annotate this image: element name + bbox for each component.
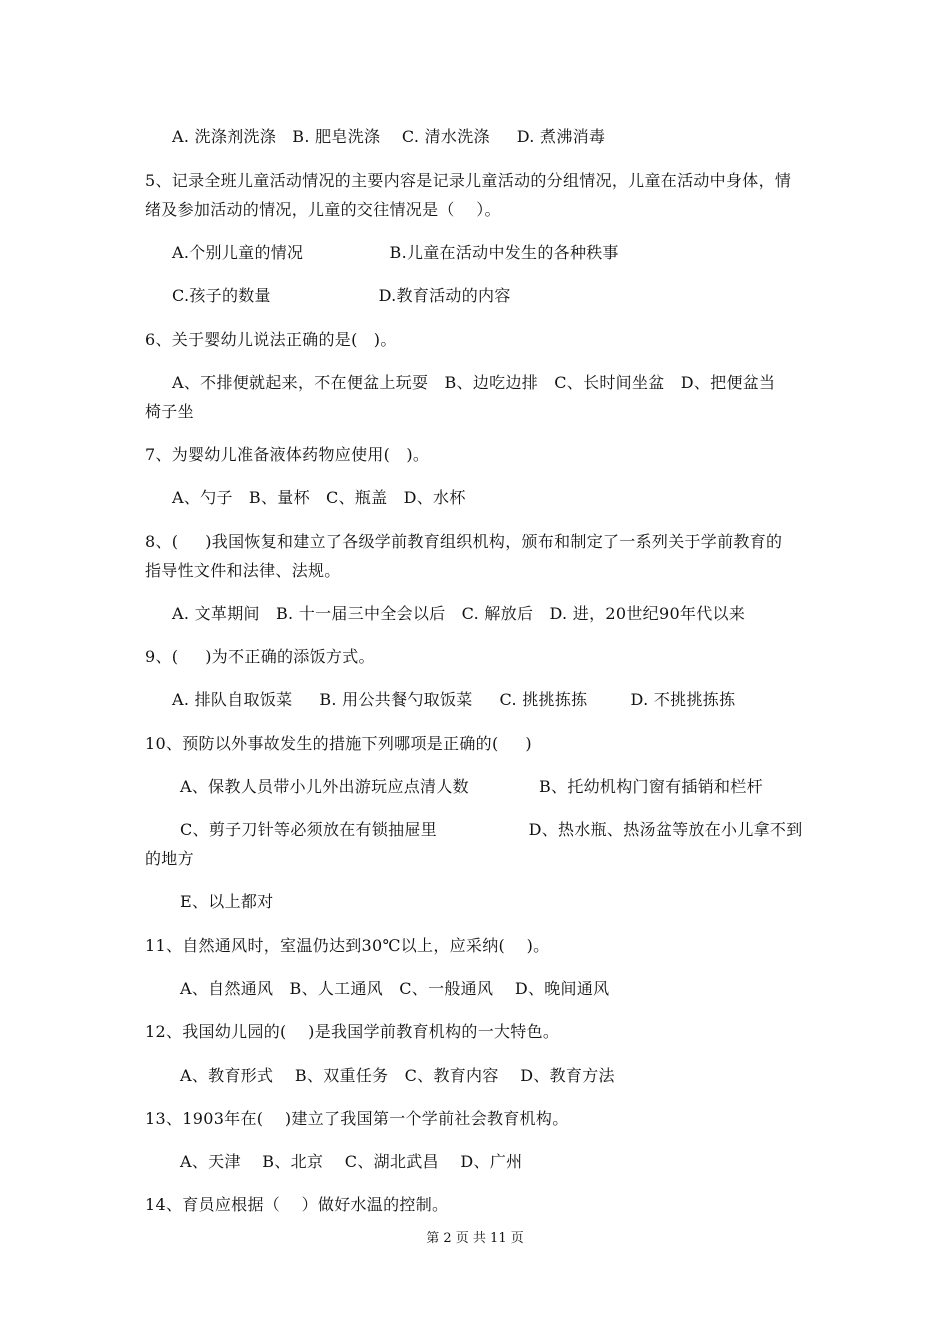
q10-options-cd-line-1: C、剪子刀针等必须放在有锁抽屉里 D、热水瓶、热汤盆等放在小儿拿不到 <box>180 820 803 839</box>
q9-options: A. 排队自取饭菜 B. 用公共餐勺取饭菜 C. 挑挑拣拣 D. 不挑挑拣拣 <box>172 690 736 709</box>
q8-stem-line-2: 指导性文件和法律、法规。 <box>145 561 341 580</box>
q7-stem: 7、为婴幼儿准备液体药物应使用( )。 <box>145 445 430 464</box>
q4-options: A. 洗涤剂洗涤 B. 肥皂洗涤 C. 清水洗涤 D. 煮沸消毒 <box>172 127 606 146</box>
q6-stem: 6、关于婴幼儿说法正确的是( )。 <box>145 330 397 349</box>
q9-stem: 9、( )为不正确的添饭方式。 <box>145 647 375 666</box>
q5-options-ab: A.个别儿童的情况 B.儿童在活动中发生的各种秩事 <box>172 243 619 262</box>
q5-stem-line-2: 绪及参加活动的情况，儿童的交往情况是（ ）。 <box>145 200 501 219</box>
q10-options-cd-line-2: 的地方 <box>145 849 194 868</box>
q6-options-line-1: A、不排便就起来，不在便盆上玩耍 B、边吃边排 C、长时间坐盆 D、把便盆当 <box>172 373 776 392</box>
q5-options-cd: C.孩子的数量 D.教育活动的内容 <box>172 286 511 305</box>
q11-stem: 11、自然通风时，室温仍达到30℃以上，应采纳( )。 <box>145 936 550 955</box>
page-footer: 第 2 页 共 11 页 <box>426 1231 524 1246</box>
q7-options: A、勺子 B、量杯 C、瓶盖 D、水杯 <box>172 488 466 507</box>
q13-options: A、天津 B、北京 C、湖北武昌 D、广州 <box>180 1152 523 1171</box>
q8-stem-line-1: 8、( )我国恢复和建立了各级学前教育组织机构，颁布和制定了一系列关于学前教育的 <box>145 532 783 551</box>
q11-options: A、自然通风 B、人工通风 C、一般通风 D、晚间通风 <box>180 979 610 998</box>
q10-option-e: E、以上都对 <box>180 892 274 911</box>
q13-stem: 13、1903年在( )建立了我国第一个学前社会教育机构。 <box>145 1109 569 1128</box>
q12-stem: 12、我国幼儿园的( )是我国学前教育机构的一大特色。 <box>145 1022 560 1041</box>
q5-stem-line-1: 5、记录全班儿童活动情况的主要内容是记录儿童活动的分组情况，儿童在活动中身体，情 <box>145 171 792 190</box>
q12-options: A、教育形式 B、双重任务 C、教育内容 D、教育方法 <box>180 1066 615 1085</box>
q10-stem: 10、预防以外事故发生的措施下列哪项是正确的( ) <box>145 734 532 753</box>
q6-options-line-2: 椅子坐 <box>145 402 194 421</box>
q14-stem: 14、育员应根据（ ）做好水温的控制。 <box>145 1195 449 1214</box>
q10-options-ab: A、保教人员带小儿外出游玩应点清人数 B、托幼机构门窗有插销和栏杆 <box>180 777 763 796</box>
q8-options: A. 文革期间 B. 十一届三中全会以后 C. 解放后 D. 进，20世纪90年代以来 <box>172 604 746 623</box>
